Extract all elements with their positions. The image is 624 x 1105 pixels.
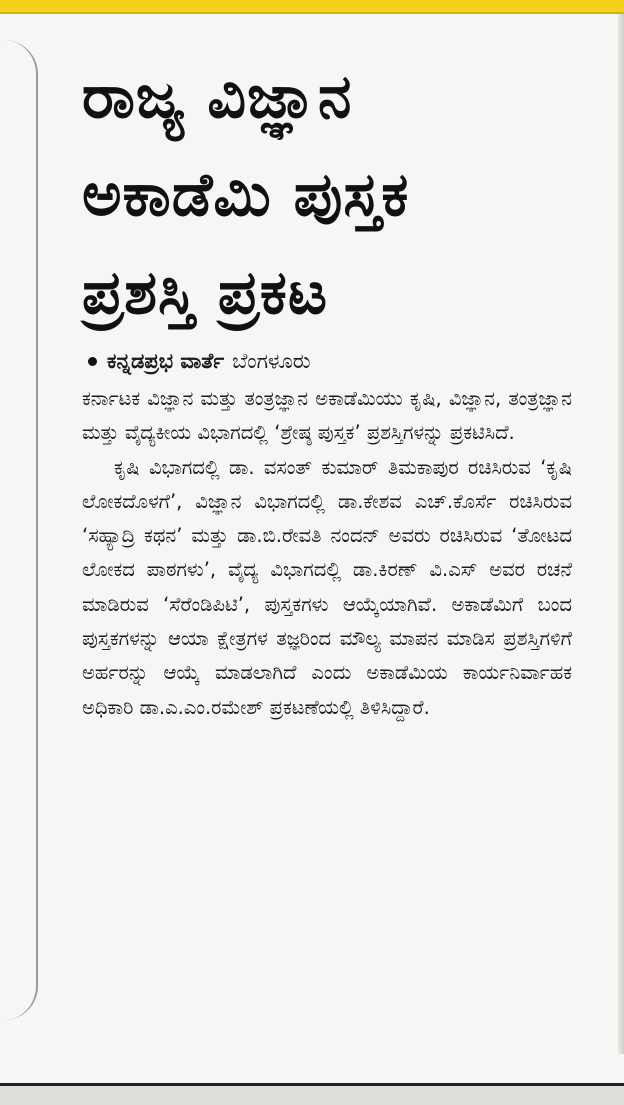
byline: [82, 344, 572, 378]
news-article: [82, 48, 572, 725]
headline-line-1: ರಾಜ್ಯ ವಿಜ್ಞಾನ: [82, 62, 353, 132]
paragraph-1: ಕರ್ನಾಟಕ ವಿಜ್ಞಾನ ಮತ್ತು ತಂತ್ರಜ್ಞಾನ ಅಕಾಡೆಮಿಯು ಕೃಷಿ, ವಿಜ್ಞಾನ, ತಂತ್ರಜ್ಞಾನ ಮತ್ತು ವೈದ್ಯಕೀಯ ವಿಭಾಗದಲ್ಲಿ ‘ಶ್ರೇಷ್ಠ ಪುಸ್ತಕ’ ಪ್ರಶಸ್ತಿಗಳನ್ನು ಪ್ರಕಟಿಸಿದೆ.: [82, 387, 572, 445]
bottom-shade: [0, 1086, 624, 1105]
headline-line-2: ಅಕಾಡೆಮಿ ಪುಸ್ತಕ: [82, 160, 410, 230]
right-page-edge: [618, 14, 624, 1054]
paragraph-2: ಕೃಷಿ ವಿಭಾಗದಲ್ಲಿ ಡಾ. ವಸಂತ್ ಕುಮಾರ್ ತಿಮಕಾಪುರ ರಚಿಸಿರುವ ‘ಕೃಷಿ ಲೋಕದೊಳಗೆ’, ವಿಜ್ಞಾನ ವಿಭಾಗದಲ್ಲಿ ಡಾ.ಕೇಶವ ಎಚ್.ಕೊರ್ಸೆ ರಚಿಸಿರುವ ‘ಸಹ್ಯಾದ್ರಿ ಕಥನ’ ಮತ್ತು ಡಾ.ಬಿ.ರೇವತಿ ನಂದನ್ ಅವರು ರಚಿಸಿರುವ ‘ತೋಟದ ಲೋಕದ ಪಾಠಗಳು’, ವೈದ್ಯ ವಿಭಾಗದಲ್ಲಿ ಡಾ.ಕಿರಣ್ ವಿ.ಎಸ್ ಅವರ ರಚನೆ ಮಾಡಿರುವ ‘ಸೆರೆಂಡಿಪಿಟಿ’, ಪುಸ್ತಕಗಳು ಆಯ್ಕೆಯಾಗಿವೆ. ಅಕಾಡೆಮಿಗೆ ಬಂದ ಪುಸ್ತಕಗಳನ್ನು ಆಯಾ ಕ್ಷೇತ್ರಗಳ ತಜ್ಞರಿಂದ ಮೌಲ್ಯ ಮಾಪನ ಮಾಡಿಸ ಪ್ರಶಸ್ತಿಗಳಿಗೆ ಅರ್ಹರನ್ನು ಆಯ್ಕೆ ಮಾಡಲಾಗಿದೆ ಎಂದು ಅಕಾಡೆಮಿಯ ಕಾರ್ಯನಿರ್ವಾಹಕ ಅಧಿಕಾರಿ ಡಾ.ಎ.ಎಂ.ರಮೇಶ್ ಪ್ರಕಟಣೆಯಲ್ಲಿ ತಿಳಿಸಿದ್ದಾರೆ.: [82, 455, 572, 719]
left-column-border: [0, 40, 38, 1020]
byline-place: ಬೆಂಗಳೂರು: [232, 348, 311, 373]
top-color-strip: [0, 0, 624, 14]
article-body: [82, 382, 572, 725]
headline: [82, 48, 572, 342]
headline-line-3: ಪ್ರಶಸ್ತಿ ಪ್ರಕಟ: [82, 258, 329, 328]
bullet-icon: [88, 357, 97, 366]
byline-source: ಕನ್ನಡಪ್ರಭ ವಾರ್ತೆ: [107, 348, 225, 373]
